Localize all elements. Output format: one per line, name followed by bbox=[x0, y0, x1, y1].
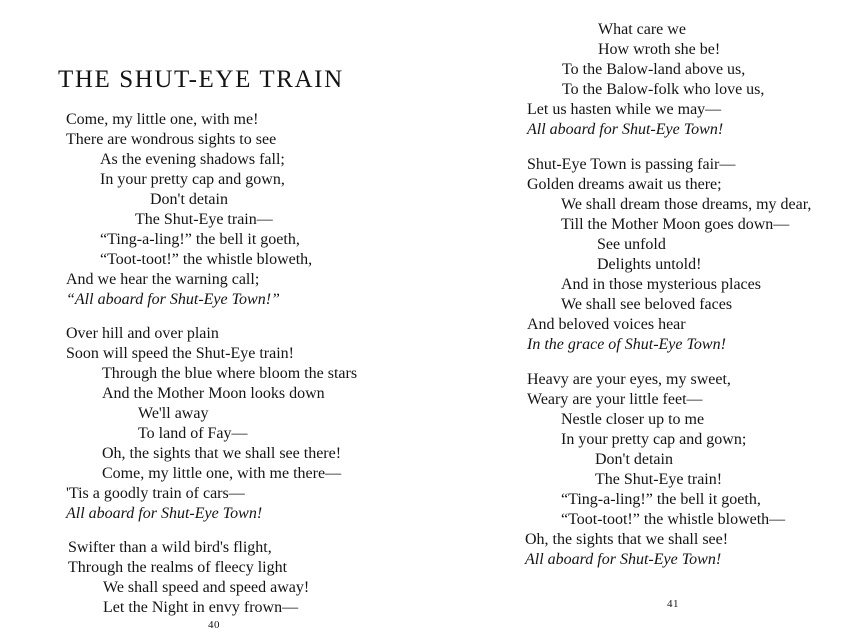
poem-line: In your pretty cap and gown, bbox=[100, 171, 285, 188]
poem-line: “Toot-toot!” the whistle bloweth— bbox=[561, 511, 786, 528]
poem-line: Golden dreams await us there; bbox=[527, 176, 722, 193]
poem-line: Over hill and over plain bbox=[66, 325, 219, 342]
poem-title: THE SHUT-EYE TRAIN bbox=[58, 66, 344, 93]
poem-line: Through the realms of fleecy light bbox=[68, 559, 288, 576]
poem-line: “Ting-a-ling!” the bell it goeth, bbox=[561, 491, 761, 508]
poem-line: How wroth she be! bbox=[598, 41, 721, 58]
poem-line: Come, my little one, with me! bbox=[66, 111, 259, 128]
poem-line: And we hear the warning call; bbox=[66, 271, 260, 288]
poem-line: There are wondrous sights to see bbox=[66, 131, 277, 148]
poem-line: As the evening shadows fall; bbox=[100, 151, 285, 168]
poem-line: To the Balow-folk who love us, bbox=[562, 81, 765, 98]
poem-line: And in those mysterious places bbox=[561, 276, 761, 293]
poem-line: Weary are your little feet— bbox=[527, 391, 703, 408]
poem-line: In your pretty cap and gown; bbox=[561, 431, 747, 448]
poem-line: “Ting-a-ling!” the bell it goeth, bbox=[100, 231, 300, 248]
poem-line: Let the Night in envy frown— bbox=[103, 599, 299, 616]
poem-line: “Toot-toot!” the whistle bloweth, bbox=[100, 251, 313, 268]
poem-line: Delights untold! bbox=[597, 256, 702, 273]
poem-refrain: All aboard for Shut-Eye Town! bbox=[525, 551, 722, 568]
poem-line: Don't detain bbox=[150, 191, 228, 208]
poem-refrain: In the grace of Shut-Eye Town! bbox=[527, 336, 726, 353]
poem-line: We shall speed and speed away! bbox=[103, 579, 310, 596]
poem-line: Don't detain bbox=[595, 451, 673, 468]
poem-line: Oh, the sights that we shall see! bbox=[525, 531, 729, 548]
poem-line: Nestle closer up to me bbox=[561, 411, 705, 428]
poem-refrain: All aboard for Shut-Eye Town! bbox=[527, 121, 724, 138]
poem-line: The Shut-Eye train— bbox=[135, 211, 273, 228]
poem-line: What care we bbox=[598, 21, 686, 38]
page-number: 41 bbox=[667, 598, 679, 610]
poem-line: Till the Mother Moon goes down— bbox=[561, 216, 790, 233]
poem-line: Shut-Eye Town is passing fair— bbox=[527, 156, 736, 173]
poem-line: Through the blue where bloom the stars bbox=[102, 365, 358, 382]
poem-line: We'll away bbox=[138, 405, 209, 422]
poem-line: To the Balow-land above us, bbox=[562, 61, 746, 78]
poem-line: We shall dream those dreams, my dear, bbox=[561, 196, 812, 213]
poem-line: The Shut-Eye train! bbox=[595, 471, 723, 488]
poem-line: And the Mother Moon looks down bbox=[102, 385, 325, 402]
poem-line: See unfold bbox=[597, 236, 666, 253]
poem-line: Heavy are your eyes, my sweet, bbox=[527, 371, 731, 388]
poem-line: Oh, the sights that we shall see there! bbox=[102, 445, 342, 462]
right-page bbox=[431, 0, 862, 636]
poem-line: Swifter than a wild bird's flight, bbox=[68, 539, 272, 556]
poem-line: And beloved voices hear bbox=[527, 316, 686, 333]
poem-line: 'Tis a goodly train of cars— bbox=[66, 485, 245, 502]
poem-line: To land of Fay— bbox=[138, 425, 248, 442]
poem-refrain: “All aboard for Shut-Eye Town!” bbox=[66, 291, 280, 308]
poem-line: We shall see beloved faces bbox=[561, 296, 733, 313]
poem-line: Let us hasten while we may— bbox=[527, 101, 722, 118]
poem-line: Soon will speed the Shut-Eye train! bbox=[66, 345, 294, 362]
poem-refrain: All aboard for Shut-Eye Town! bbox=[66, 505, 263, 522]
poem-line: Come, my little one, with me there— bbox=[102, 465, 342, 482]
page-number: 40 bbox=[208, 619, 220, 631]
